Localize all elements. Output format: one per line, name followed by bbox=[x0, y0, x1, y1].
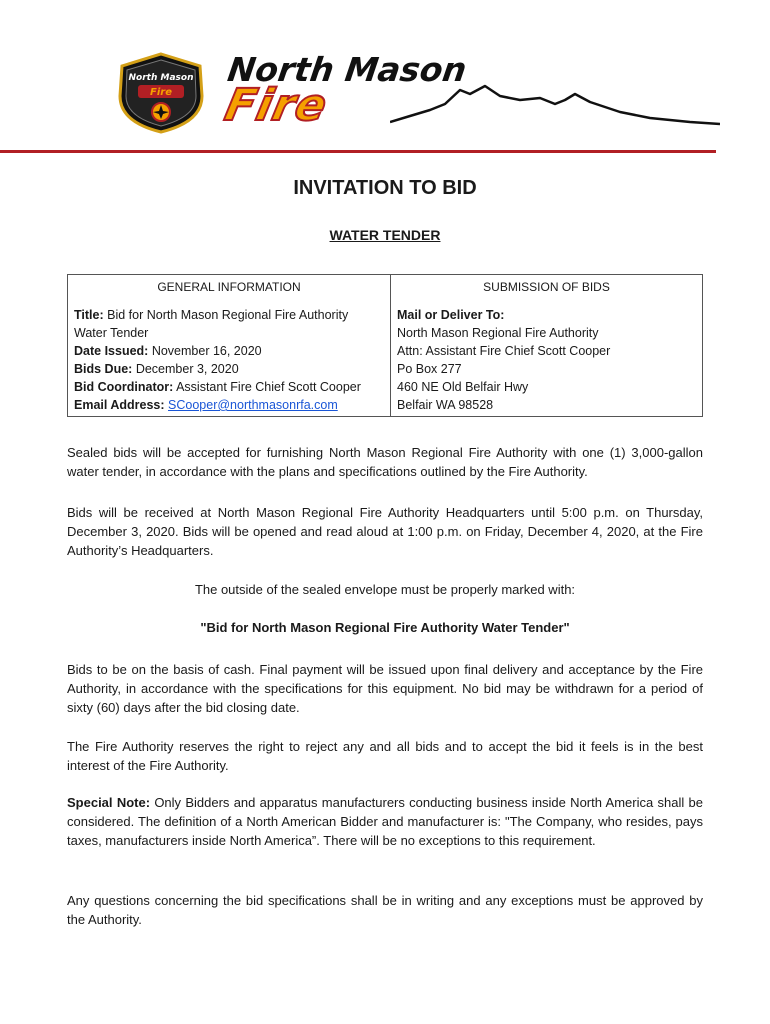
mountain-silhouette bbox=[390, 80, 720, 130]
address-line: North Mason Regional Fire Authority bbox=[397, 326, 599, 340]
paragraph-reserve-rights: The Fire Authority reserves the right to reject any and all bids and to accept the bid it feels is in the best interest of the Fire Authority. bbox=[67, 739, 703, 773]
letterhead bbox=[0, 0, 770, 160]
special-note-label: Special Note: bbox=[67, 795, 151, 810]
coordinator-value: Assistant Fire Chief Scott Cooper bbox=[176, 380, 361, 394]
paragraph-sealed-bids: Sealed bids will be accepted for furnishing North Mason Regional Fire Authority with one (1) 3,000-gallon water tender, in accordance with the plans and specifications outlined by the Fire Authority. bbox=[67, 445, 703, 479]
address-line: Po Box 277 bbox=[397, 362, 462, 376]
mail-label: Mail or Deliver To: bbox=[397, 308, 505, 322]
page-subtitle: WATER TENDER bbox=[329, 227, 441, 243]
info-table bbox=[67, 274, 703, 417]
wordmark-north-mason: North Mason bbox=[225, 50, 469, 89]
title-value-1: Bid for North Mason Regional Fire Authority bbox=[107, 308, 349, 322]
page-title: INVITATION TO BID bbox=[293, 177, 477, 199]
address-line: Belfair WA 98528 bbox=[397, 398, 494, 412]
badge-text-mid: Fire bbox=[150, 87, 172, 98]
paragraph-envelope-label: "Bid for North Mason Regional Fire Authority Water Tender" bbox=[200, 620, 570, 635]
submission-cell bbox=[391, 275, 703, 417]
special-note-body: Only Bidders and apparatus manufacturers conducting business inside North America shall be considered. The definition of a North American Bidder and manufacturer is: "The Company, who resides, pays taxes, manufacturers inside North America”. There will be no exceptions to this requirement. bbox=[67, 795, 703, 848]
paragraph-questions: Any questions concerning the bid specifications shall be in writing and any exceptions must be approved by the Authority. bbox=[67, 893, 703, 927]
paragraph-special-note bbox=[67, 793, 703, 850]
general-info-header: GENERAL INFORMATION bbox=[157, 280, 301, 294]
paragraph-bids-received: Bids will be received at North Mason Regional Fire Authority Headquarters until 5:00 p.m. on Thursday, December 3, 2020. Bids will be opened and read aloud at 1:00 p.m. on Friday, December 4, 2020, at the Fire Authority’s Headquarters. bbox=[67, 505, 703, 558]
paragraph-payment: Bids to be on the basis of cash. Final payment will be issued upon final delivery and acceptance by the Fire Authority, in accordance with the specifications for this equipment. No bid may be withdrawn for a period of sixty (60) days after the bid closing date. bbox=[67, 662, 703, 715]
date-label: Date Issued: bbox=[74, 344, 149, 358]
date-value: November 16, 2020 bbox=[151, 344, 262, 358]
submission-header: SUBMISSION OF BIDS bbox=[483, 280, 610, 294]
header-rule bbox=[0, 150, 716, 153]
coordinator-label: Bid Coordinator: bbox=[74, 380, 174, 394]
title-value-2: Water Tender bbox=[74, 326, 149, 340]
address-line: Attn: Assistant Fire Chief Scott Cooper bbox=[397, 344, 611, 358]
email-link[interactable]: SCooper@northmasonrfa.com bbox=[168, 398, 338, 412]
title-label: Title: bbox=[74, 308, 104, 322]
due-value: December 3, 2020 bbox=[135, 362, 239, 376]
general-info-cell bbox=[68, 275, 391, 417]
email-label: Email Address: bbox=[74, 398, 165, 412]
address-line: 460 NE Old Belfair Hwy bbox=[397, 380, 529, 394]
wordmark-fire: Fire bbox=[220, 80, 333, 131]
fire-badge-logo bbox=[116, 52, 206, 134]
badge-text-top: North Mason bbox=[128, 73, 194, 83]
paragraph-envelope-marking: The outside of the sealed envelope must be properly marked with: bbox=[194, 582, 576, 597]
due-label: Bids Due: bbox=[74, 362, 133, 376]
